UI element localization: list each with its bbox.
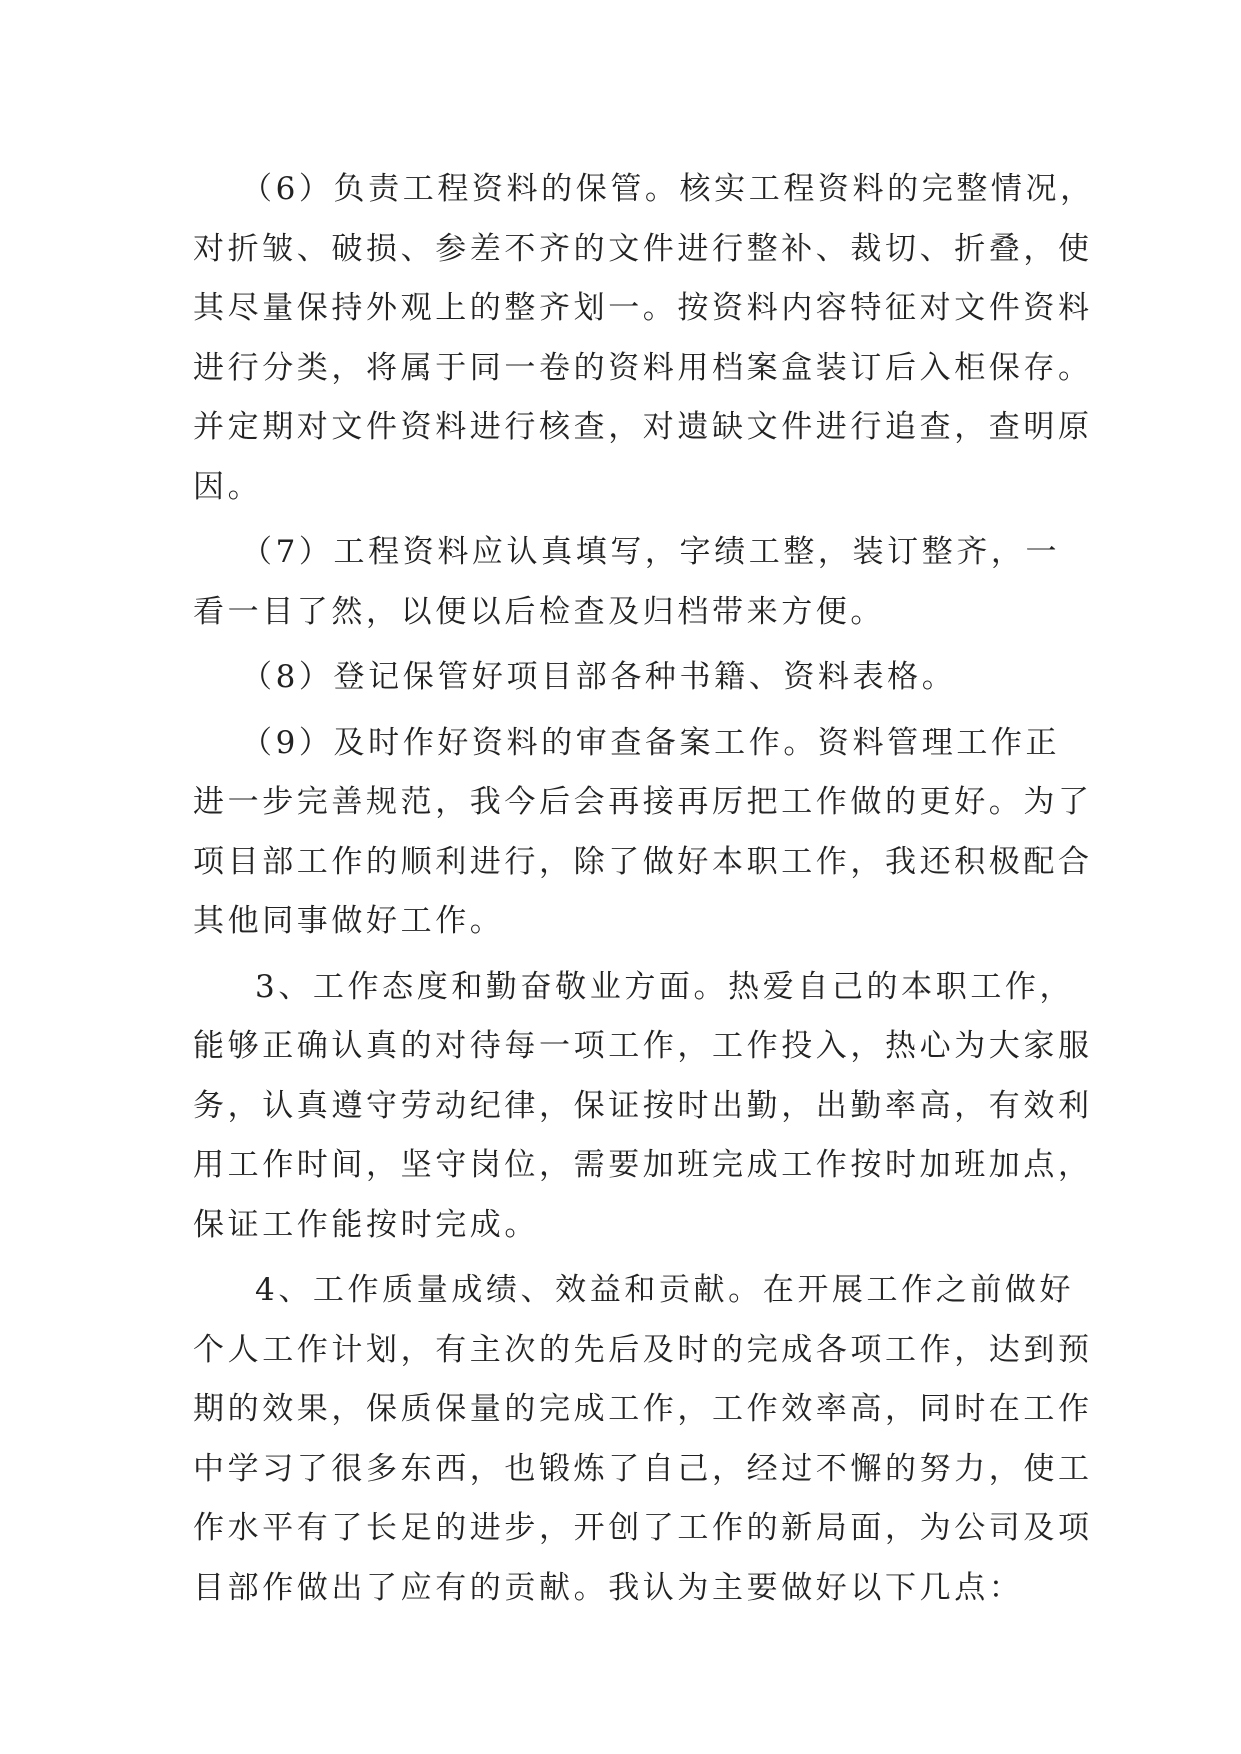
text-line: 其尽量保持外观上的整齐划一。按资料内容特征对文件资料 <box>193 290 1093 326</box>
paragraph-3 <box>193 958 1093 1256</box>
text-line: 能够正确认真的对待每一项工作，工作投入，热心为大家服 <box>193 1028 1093 1064</box>
text-line: 中学习了很多东西，也锻炼了自己，经过不懈的努力，使工 <box>193 1450 1093 1487</box>
text-line: 目部作做出了应有的贡献。我认为主要做好以下几点： <box>193 1569 1024 1606</box>
paragraph-4 <box>193 1261 1093 1618</box>
text-line: 进行分类，将属于同一卷的资料用档案盒装订后入柜保存。 <box>193 349 1093 386</box>
paragraph-6 <box>193 160 1095 517</box>
text-line: 用工作时间，坚守岗位，需要加班完成工作按时加班加点， <box>193 1147 1093 1183</box>
text-line: （8）登记保管好项目部各种书籍、资料表格。 <box>241 659 957 695</box>
text-line: 个人工作计划，有主次的先后及时的完成各项工作，达到预 <box>193 1331 1093 1368</box>
text-line: 对折皱、破损、参差不齐的文件进行整补、裁切、折叠，使 <box>193 230 1093 267</box>
text-line: 期的效果，保质保量的完成工作，工作效率高，同时在工作 <box>193 1391 1093 1427</box>
text-line: 进一步完善规范，我今后会再接再厉把工作做的更好。为了 <box>193 784 1093 820</box>
text-line: 因。 <box>193 468 263 505</box>
text-line: 4、工作质量成绩、效益和贡献。在开展工作之前做好 <box>255 1272 1075 1308</box>
text-line: 项目部工作的顺利进行，除了做好本职工作，我还积极配合 <box>193 843 1093 880</box>
text-line: （7）工程资料应认真填写，字绩工整，装订整齐，一 <box>241 534 1061 570</box>
text-line: 看一目了然，以便以后检查及归档带来方便。 <box>193 593 885 630</box>
text-line: （9）及时作好资料的审查备案工作。资料管理工作正 <box>241 724 1061 761</box>
document-body <box>193 160 1095 1618</box>
text-line: 其他同事做好工作。 <box>193 903 505 939</box>
paragraph-7 <box>193 523 1073 642</box>
text-line: 3、工作态度和勤奋敬业方面。热爱自己的本职工作， <box>255 968 1075 1005</box>
paragraph-8 <box>193 648 1073 708</box>
text-line: 并定期对文件资料进行核查，对遗缺文件进行追查，查明原 <box>193 409 1093 445</box>
paragraph-9 <box>193 714 1093 952</box>
text-line: （6）负责工程资料的保管。核实工程资料的完整情况， <box>241 171 1095 207</box>
text-line: 作水平有了长足的进步，开创了工作的新局面，为公司及项 <box>193 1510 1093 1546</box>
text-line: 务，认真遵守劳动纪律，保证按时出勤，出勤率高，有效利 <box>193 1087 1093 1124</box>
text-line: 保证工作能按时完成。 <box>193 1206 539 1243</box>
